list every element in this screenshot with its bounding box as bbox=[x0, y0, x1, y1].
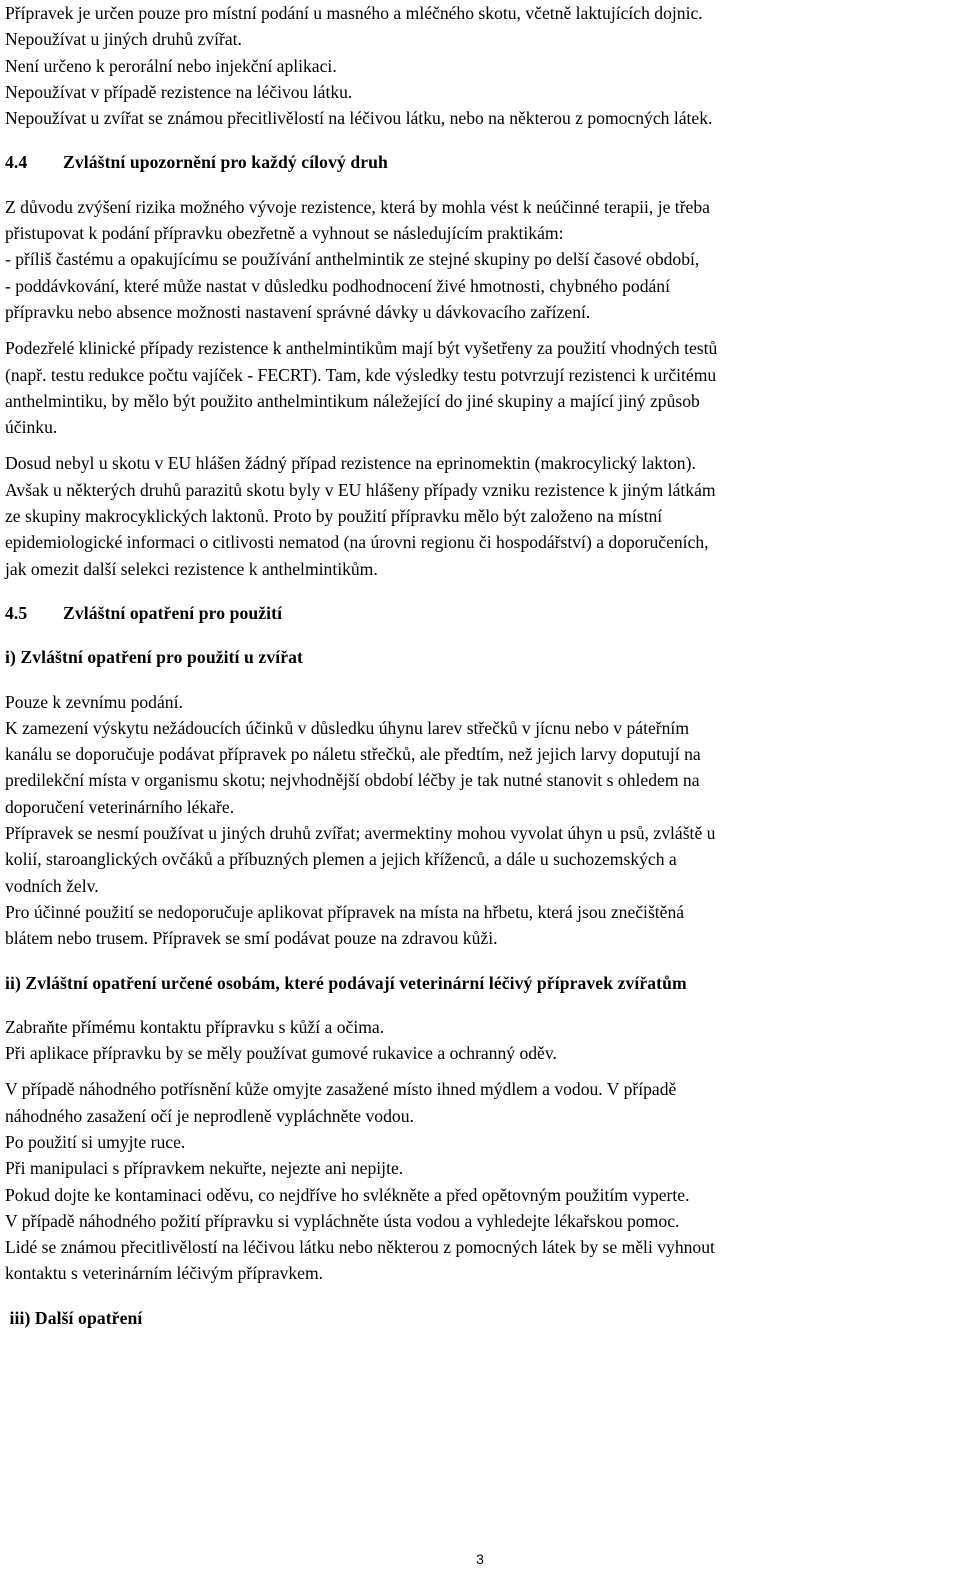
text-line: - poddávkování, které může nastat v důsledku podhodnocení živé hmotnosti, chybného podání bbox=[5, 275, 670, 296]
section-heading-4-4 bbox=[5, 149, 950, 175]
text-line: V případě náhodného požití přípravku si vypláchněte ústa vodou a vyhledejte lékařskou pomoc. bbox=[5, 1210, 680, 1231]
intro-line: Není určeno k perorální nebo injekční aplikaci. bbox=[5, 55, 337, 76]
text-line: kanálu se doporučuje podávat přípravek po náletu střečků, ale předtím, než jejich larvy doputují na bbox=[5, 744, 701, 765]
text-line: náhodného zasažení očí je neprodleně vypláchněte vodou. bbox=[5, 1105, 414, 1126]
text-line: přípravku nebo absence možnosti nastavení správné dávky u dávkovacího zařízení. bbox=[5, 301, 591, 322]
text-line: Při manipulaci s přípravkem nekuřte, nejezte ani nepijte. bbox=[5, 1158, 404, 1179]
text-line: Pouze k zevnímu podání. bbox=[5, 691, 183, 712]
paragraph bbox=[5, 335, 950, 440]
section-number: 4.4 bbox=[5, 152, 28, 173]
text-line: Při aplikace přípravku by se měly používat gumové rukavice a ochranný oděv. bbox=[5, 1043, 557, 1064]
intro-line: Přípravek je určen pouze pro místní podání u masného a mléčného skotu, včetně laktujících dojnic. bbox=[5, 3, 703, 23]
section-title: Zvláštní opatření pro použití bbox=[63, 602, 283, 623]
text-line: kontaktu s veterinárním léčivým přípravkem. bbox=[5, 1263, 324, 1284]
intro-line: Nepoužívat u zvířat se známou přecitlivělostí na léčivou látku, nebo na některou z pomocných látek. bbox=[5, 108, 713, 129]
text-line: anthelmintiku, by mělo být použito anthelmintikum náležející do jiné skupiny a mající jiný způsob bbox=[5, 390, 700, 411]
paragraph bbox=[5, 1014, 950, 1067]
text-line: epidemiologické informaci o citlivosti nematod (na úrovni regionu či hospodářství) a doporučeních, bbox=[5, 532, 709, 553]
paragraph bbox=[5, 450, 950, 581]
text-line: kolií, staroanglických ovčáků a příbuzných plemen a jejich kříženců, a dále u suchozemských a bbox=[5, 849, 677, 870]
text-line: V případě náhodného potřísnění kůže omyjte zasažené místo ihned mýdlem a vodou. V případě bbox=[5, 1079, 677, 1100]
paragraph bbox=[5, 194, 950, 325]
text-line: přistupovat k podání přípravku obezřetně a vyhnout se následujícím praktikám: bbox=[5, 223, 564, 244]
text-line: účinku. bbox=[5, 417, 58, 438]
text-line: Přípravek se nesmí používat u jiných druhů zvířat; avermektiny mohou vyvolat úhyn u psů, zvláště u bbox=[5, 823, 716, 844]
page-number: 3 bbox=[476, 1551, 484, 1567]
text-line: Zabraňte přímému kontaktu přípravku s kůží a očima. bbox=[5, 1016, 385, 1037]
text-line: (např. testu redukce počtu vajíček - FECRT). Tam, kde výsledky testu potvrzují rezistenci k určitému bbox=[5, 364, 717, 385]
intro-line: Nepoužívat u jiných druhů zvířat. bbox=[5, 29, 242, 50]
text-line: ze skupiny makrocyklických laktonů. Proto by použití přípravku mělo být založeno na místní bbox=[5, 506, 663, 527]
text-line: Dosud nebyl u skotu v EU hlášen žádný případ rezistence na eprinomektin (makrocylický lakton). bbox=[5, 453, 696, 474]
subsection-heading-ii: ii) Zvláštní opatření určené osobám, které podávají veterinární léčivý přípravek zvířatům bbox=[5, 972, 687, 993]
section-title: Zvláštní upozornění pro každý cílový druh bbox=[63, 152, 388, 173]
text-line: Pokud dojte ke kontaminaci oděvu, co nejdříve ho svlékněte a před opětovným použitím vyperte. bbox=[5, 1184, 690, 1205]
subsection-heading-i: i) Zvláštní opatření pro použití u zvířat bbox=[5, 647, 303, 668]
text-line: Pro účinné použití se nedoporučuje aplikovat přípravek na místa na hřbetu, která jsou znečištěná bbox=[5, 901, 685, 922]
document-page bbox=[5, 0, 950, 1331]
paragraph bbox=[5, 689, 950, 952]
text-line: - příliš častému a opakujícímu se používání anthelmintik ze stejné skupiny po delší časové období, bbox=[5, 249, 700, 270]
text-line: doporučení veterinárního lékaře. bbox=[5, 796, 235, 817]
intro-block bbox=[5, 0, 950, 131]
text-line: jak omezit další selekci rezistence k anthelmintikům. bbox=[5, 558, 378, 579]
text-line: predilekční místa v organismu skotu; nejvhodnější období léčby je tak nutné stanovit s ohledem na bbox=[5, 770, 700, 791]
text-line: blátem nebo trusem. Přípravek se smí podávat pouze na zdravou kůži. bbox=[5, 928, 498, 949]
text-line: Po použití si umyjte ruce. bbox=[5, 1131, 186, 1152]
text-line: Z důvodu zvýšení rizika možného vývoje rezistence, která by mohla vést k neúčinné terapii, je třeba bbox=[5, 196, 710, 217]
text-line: K zamezení výskytu nežádoucích účinků v důsledku úhynu larev střečků v jícnu nebo v páteřním bbox=[5, 717, 689, 738]
text-line: vodních želv. bbox=[5, 875, 99, 896]
intro-line: Nepoužívat v případě rezistence na léčivou látku. bbox=[5, 81, 353, 102]
text-line: Avšak u některých druhů parazitů skotu byly v EU hlášeny případy vzniku rezistence k jiným látkám bbox=[5, 479, 716, 500]
section-number: 4.5 bbox=[5, 602, 28, 623]
text-line: Podezřelé klinické případy rezistence k anthelmintikům mají být vyšetřeny za použití vhodných testů bbox=[5, 338, 718, 359]
subsection-heading-iii: iii) Další opatření bbox=[5, 1307, 143, 1328]
section-heading-4-5 bbox=[5, 600, 950, 626]
paragraph bbox=[5, 1076, 950, 1286]
text-line: Lidé se známou přecitlivělostí na léčivou látku nebo některou z pomocných látek by se měli vyhnout bbox=[5, 1237, 715, 1258]
